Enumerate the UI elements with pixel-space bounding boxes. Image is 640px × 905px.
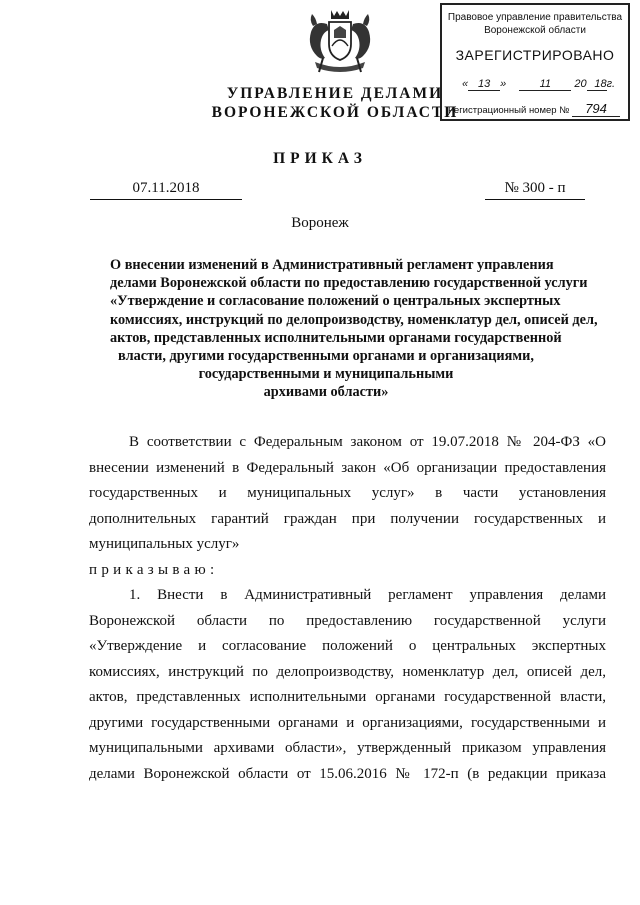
document-subject xyxy=(110,256,598,402)
stamp-month: 11 xyxy=(519,78,571,91)
org-line-2: ВОРОНЕЖСКОЙ ОБЛАСТИ xyxy=(211,104,459,121)
order-word: приказываю: xyxy=(89,561,219,578)
preamble-line: дополнительных гарантий граждан при получении государственных и xyxy=(89,510,606,527)
subject-line: «Утверждение и согласование положений о центральных экспертных xyxy=(110,293,561,310)
item-line: муниципальными архивами области», утвержденный приказом управления xyxy=(89,740,606,756)
organization-name xyxy=(200,84,470,122)
stamp-year-suffix: 18 xyxy=(587,78,607,91)
subject-line: актов, представленных исполнительными органами государственной xyxy=(110,329,562,346)
stamp-reg-label: Регистрационный номер № xyxy=(448,105,570,116)
item-line: актов, представленных исполнительными органами государственной власти, xyxy=(89,689,606,705)
stamp-region: Воронежской области xyxy=(484,25,586,36)
preamble-line: государственных и муниципальных услуг» в части установления xyxy=(89,485,606,501)
item-line: другими государственными органами и организациями, государственными и xyxy=(89,714,606,731)
preamble-line: В соответствии с Федеральным законом от 19.07.2018 № 204-ФЗ «О xyxy=(129,434,606,450)
stamp-date: « 13 » 11 20 18г. xyxy=(462,78,616,90)
stamp-authority: Правовое управление правительства xyxy=(447,12,623,23)
item-line: 1. Внести в Административный регламент управления делами xyxy=(129,587,606,603)
item-line: «Утверждение и согласование положений о центральных экспертных xyxy=(89,638,606,654)
item-line: делами Воронежской области от 15.06.2016 № 172-п (в редакции приказа xyxy=(89,765,606,782)
preamble-line: муниципальных услуг» xyxy=(89,536,240,552)
subject-line: О внесении изменений в Административный регламент управления xyxy=(110,257,554,273)
coat-of-arms-emblem xyxy=(303,6,377,78)
subject-line: власти, другими государственными органами и организациями, xyxy=(118,348,534,365)
subject-line: делами Воронежской области по предоставлению государственной услуги xyxy=(110,275,588,292)
document-date: 07.11.2018 xyxy=(90,180,242,200)
subject-line: государственными и муниципальными xyxy=(198,366,454,383)
subject-line: архивами области» xyxy=(263,384,389,401)
preamble-line: внесении изменений в Федеральный закон «Об организации предоставления xyxy=(89,459,606,476)
item-line: комиссиях, инструкций по делопроизводству, номенклатур дел, описей дел, xyxy=(89,663,606,680)
registration-stamp xyxy=(440,3,630,121)
document-title: ПРИКАЗ xyxy=(273,150,367,167)
stamp-registration xyxy=(448,101,620,117)
document-body xyxy=(89,430,606,787)
document-city: Воронеж xyxy=(291,215,349,231)
stamp-reg-number: 794 xyxy=(572,101,620,117)
item-line: Воронежской области по предоставлению государственной услуги xyxy=(89,612,606,629)
stamp-title: ЗАРЕГИСТРИРОВАНО xyxy=(455,47,615,63)
org-line-1: УПРАВЛЕНИЕ ДЕЛАМИ xyxy=(226,85,444,102)
subject-line: комиссиях, инструкций по делопроизводству, номенклатур дел, описей дел, xyxy=(110,311,598,328)
stamp-day: 13 xyxy=(468,78,500,91)
stamp-year-prefix: 20 xyxy=(574,78,587,90)
document-number: № 300 - п xyxy=(485,180,585,200)
